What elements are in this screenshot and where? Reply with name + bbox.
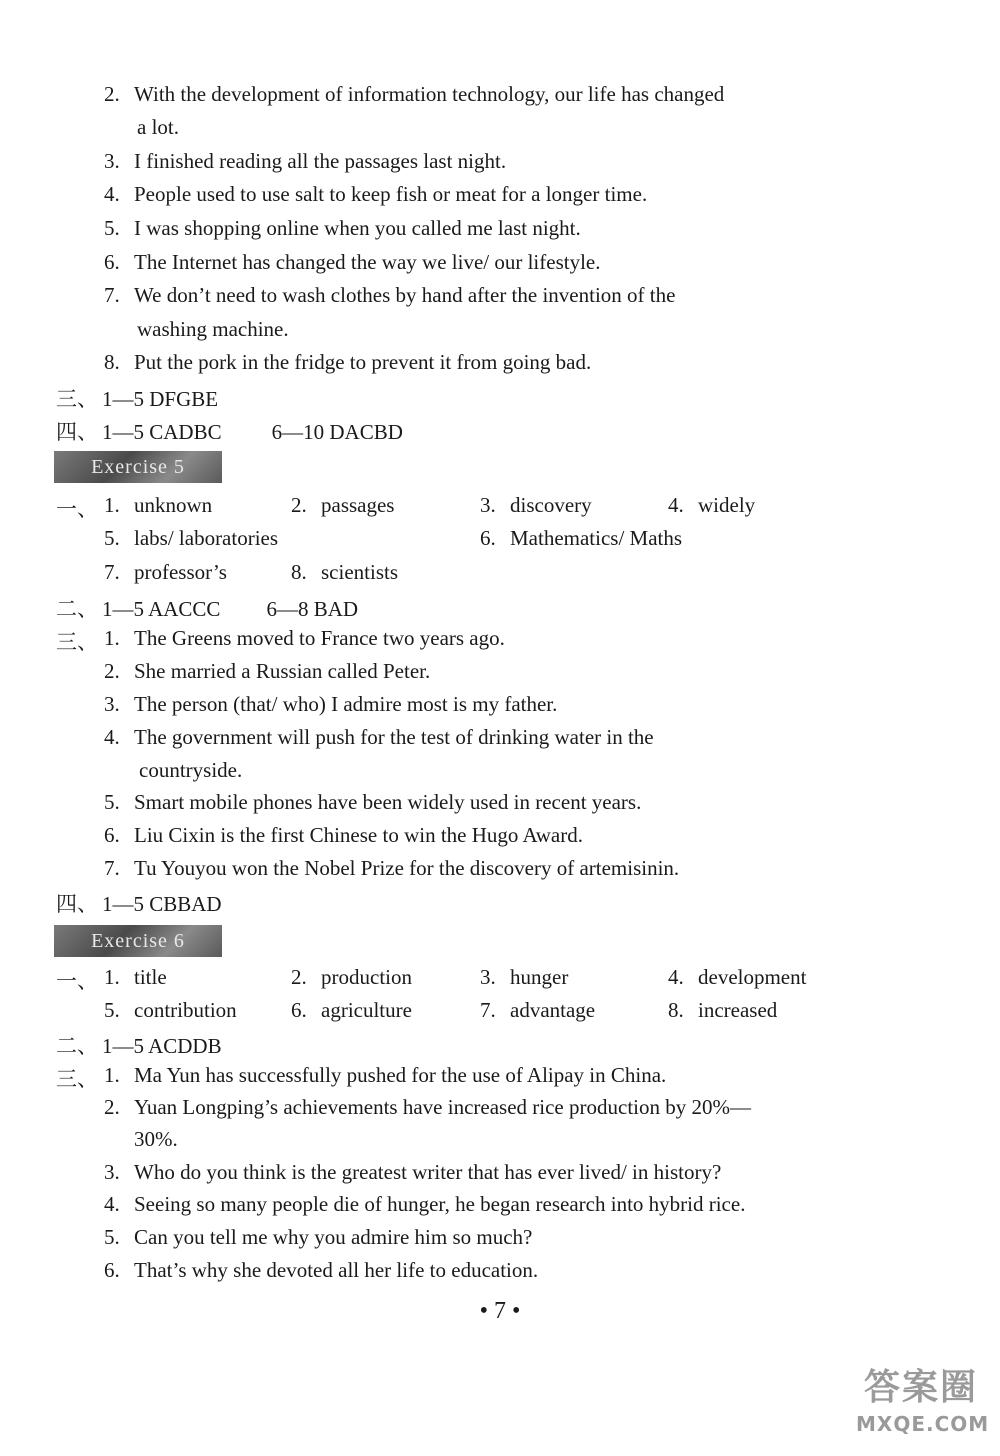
- item-number: 6.: [104, 823, 120, 847]
- sentence-item: [104, 626, 505, 651]
- vocab-item: [291, 965, 412, 990]
- item-text: With the development of information technology, our life has changed: [134, 82, 725, 106]
- watermark-bottom-text: MXQE.COM: [856, 1412, 990, 1436]
- vocab-item: [104, 998, 237, 1023]
- item-text: agriculture: [321, 998, 412, 1022]
- item-text: labs/ laboratories: [134, 526, 279, 550]
- sentence-item: [104, 1258, 538, 1283]
- answer-key: 1—5 ACDDB: [102, 1034, 222, 1058]
- sentence-item: [104, 692, 557, 717]
- sentence-continuation: countryside.: [139, 758, 243, 782]
- sentence-item: [104, 1192, 745, 1217]
- item-number: 5.: [104, 216, 120, 240]
- item-text: The person (that/ who) I admire most is my father.: [134, 692, 558, 716]
- section-marker: 三、: [56, 387, 98, 411]
- item-text: Ma Yun has successfully pushed for the use of Alipay in China.: [134, 1063, 667, 1087]
- item-number: 2.: [104, 82, 120, 106]
- vocab-item: [291, 998, 412, 1023]
- item-number: 6.: [104, 1258, 120, 1282]
- sentence-item: [104, 82, 864, 107]
- answer-key: 6—8 BAD: [266, 597, 359, 621]
- item-number: 6.: [480, 526, 496, 550]
- item-text: contribution: [134, 998, 237, 1022]
- item-text: widely: [698, 493, 756, 517]
- sentence-item: [104, 1225, 532, 1250]
- sentence-item: [104, 1160, 721, 1185]
- item-text: Smart mobile phones have been widely used in recent years.: [134, 790, 642, 814]
- sentence-item: [104, 1095, 751, 1120]
- item-text: development: [698, 965, 807, 989]
- item-number: 3.: [480, 493, 496, 517]
- sentence-item: [104, 659, 430, 684]
- answer-key: 1—5 CBBAD: [102, 892, 222, 916]
- sentence-item: [104, 149, 506, 174]
- vocab-item: [480, 998, 595, 1023]
- section-marker: 二、: [56, 1034, 98, 1058]
- item-number: 6.: [104, 250, 120, 274]
- item-text: Put the pork in the fridge to prevent it from going bad.: [134, 350, 592, 374]
- exercise-5-banner: Exercise 5: [54, 451, 222, 483]
- item-number: 8.: [291, 560, 307, 584]
- item-number: 1.: [104, 1063, 120, 1087]
- sentence-continuation: washing machine.: [137, 317, 289, 341]
- item-number: 3.: [480, 965, 496, 989]
- item-number: 8.: [668, 998, 684, 1022]
- item-number: 8.: [104, 350, 120, 374]
- item-number: 2.: [291, 493, 307, 517]
- answer-row-2: [56, 1030, 222, 1060]
- item-number: 6.: [291, 998, 307, 1022]
- item-number: 2.: [291, 965, 307, 989]
- vocab-item: [668, 998, 777, 1023]
- item-number: 4.: [668, 493, 684, 517]
- answer-row-2: [56, 593, 358, 623]
- item-number: 4.: [668, 965, 684, 989]
- answer-row-3: [56, 383, 218, 413]
- item-number: 3.: [104, 149, 120, 173]
- item-number: 5.: [104, 998, 120, 1022]
- answer-key: 1—5 DFGBE: [102, 387, 219, 411]
- item-number: 1.: [104, 493, 120, 517]
- item-number: 7.: [104, 283, 120, 307]
- sentence-continuation: 30%.: [134, 1127, 178, 1151]
- item-text: professor’s: [134, 560, 227, 584]
- sentence-item: [104, 1063, 666, 1088]
- item-text: We don’t need to wash clothes by hand after the invention of the: [134, 283, 676, 307]
- item-text: passages: [321, 493, 395, 517]
- item-number: 4.: [104, 725, 120, 749]
- section-marker: 一、: [56, 497, 98, 521]
- sentence-item: [104, 856, 679, 881]
- vocab-item: [104, 965, 167, 990]
- item-number: 4.: [104, 182, 120, 206]
- item-text: scientists: [321, 560, 398, 584]
- sentence-item: [104, 182, 647, 207]
- item-number: 5.: [104, 790, 120, 814]
- sentence-item: [104, 216, 581, 241]
- item-number: 5.: [104, 1225, 120, 1249]
- sentence-continuation: a lot.: [137, 115, 179, 139]
- section-marker: 四、: [56, 892, 98, 916]
- answer-row-4: [56, 888, 222, 918]
- item-text: The Internet has changed the way we live/ our lifestyle.: [134, 250, 601, 274]
- item-text: unknown: [134, 493, 213, 517]
- item-text: discovery: [510, 493, 592, 517]
- answer-row-4: [56, 416, 403, 446]
- section-marker: 四、: [56, 420, 98, 444]
- item-text: Can you tell me why you admire him so much?: [134, 1225, 533, 1249]
- item-number: 3.: [104, 1160, 120, 1184]
- item-text: Mathematics/ Maths: [510, 526, 683, 550]
- section-marker: 一、: [56, 969, 98, 993]
- item-text: Who do you think is the greatest writer that has ever lived/ in history?: [134, 1160, 722, 1184]
- item-text: production: [321, 965, 412, 989]
- item-number: 2.: [104, 659, 120, 683]
- sentence-item: [104, 250, 601, 275]
- answer-key: 6—10 DACBD: [271, 420, 403, 444]
- item-text: Tu Youyou won the Nobel Prize for the discovery of artemisinin.: [134, 856, 680, 880]
- vocab-item: [291, 493, 394, 518]
- sentence-item: [104, 350, 591, 375]
- vocab-item: [668, 493, 755, 518]
- item-text: I finished reading all the passages last night.: [134, 149, 507, 173]
- vocab-item: [480, 493, 592, 518]
- vocab-item: [291, 560, 398, 585]
- item-number: 2.: [104, 1095, 120, 1119]
- answer-key: 1—5 CADBC: [102, 420, 222, 444]
- item-text: People used to use salt to keep fish or meat for a longer time.: [134, 182, 648, 206]
- item-number: 4.: [104, 1192, 120, 1216]
- vocab-item: [480, 526, 682, 551]
- sentence-item: [104, 823, 583, 848]
- item-text: hunger: [510, 965, 569, 989]
- item-number: 1.: [104, 626, 120, 650]
- sentence-item: [104, 725, 654, 750]
- watermark-top-text: 答案圈: [863, 1367, 978, 1408]
- item-text: Seeing so many people die of hunger, he began research into hybrid rice.: [134, 1192, 746, 1216]
- item-text: increased: [698, 998, 778, 1022]
- vocab-item: [480, 965, 568, 990]
- vocab-item: [668, 965, 806, 990]
- section-marker: 三、: [56, 630, 98, 654]
- page-number: • 7 •: [479, 1298, 521, 1324]
- vocab-item: [104, 526, 278, 551]
- item-text: She married a Russian called Peter.: [134, 659, 431, 683]
- section-marker: 二、: [56, 597, 98, 621]
- item-number: 5.: [104, 526, 120, 550]
- item-text: That’s why she devoted all her life to education.: [134, 1258, 539, 1282]
- item-text: The Greens moved to France two years ago.: [134, 626, 505, 650]
- item-text: advantage: [510, 998, 596, 1022]
- sentence-item: [104, 283, 675, 308]
- item-number: 1.: [104, 965, 120, 989]
- item-number: 3.: [104, 692, 120, 716]
- answer-key: 1—5 AACCC: [102, 597, 221, 621]
- exercise-6-banner: Exercise 6: [54, 925, 222, 957]
- item-text: I was shopping online when you called me last night.: [134, 216, 581, 240]
- vocab-item: [104, 560, 227, 585]
- watermark-logo: [856, 1366, 990, 1448]
- item-text: Yuan Longping’s achievements have increased rice production by 20%—: [134, 1095, 751, 1119]
- section-marker: 三、: [56, 1067, 98, 1091]
- item-text: The government will push for the test of drinking water in the: [134, 725, 654, 749]
- item-number: 7.: [480, 998, 496, 1022]
- item-number: 7.: [104, 856, 120, 880]
- sentence-item: [104, 790, 641, 815]
- item-number: 7.: [104, 560, 120, 584]
- item-text: Liu Cixin is the first Chinese to win the Hugo Award.: [134, 823, 583, 847]
- vocab-item: [104, 493, 212, 518]
- item-text: title: [134, 965, 167, 989]
